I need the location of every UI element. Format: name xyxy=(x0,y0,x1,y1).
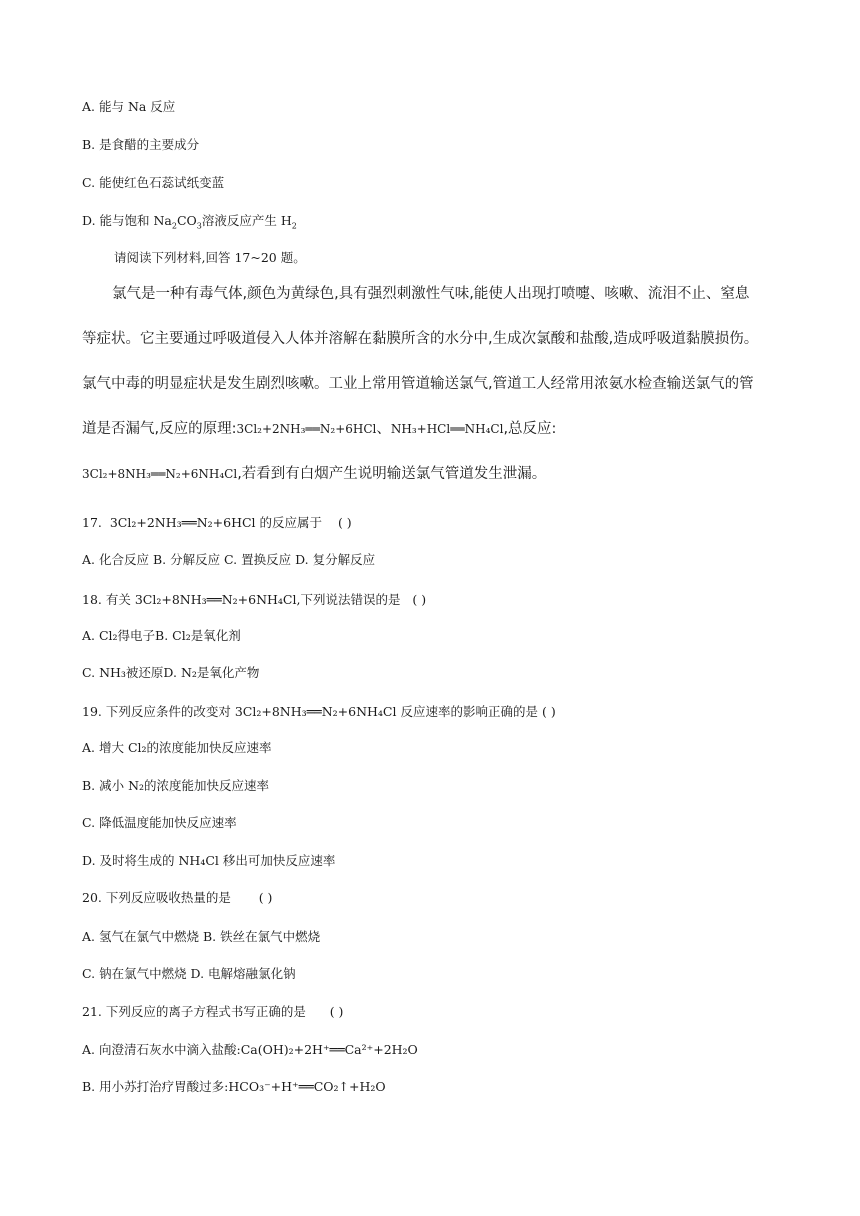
passage-line-1: 氯气是一种有毒气体,颜色为黄绿色,具有强烈刺激性气味,能使人出现打喷嚏、咳嗽、流泪不止、窒息 xyxy=(112,286,750,302)
q17-equation: 3Cl₂+2NH₃══N₂+6HCl xyxy=(109,515,256,530)
q16-d-text: D. 能与饱和 Na xyxy=(82,213,172,228)
q17-answer-paren: ( ) xyxy=(337,515,352,530)
q19-text: 反应速率的影响正确的是 xyxy=(400,704,538,719)
q21-option-a xyxy=(82,1042,418,1058)
q19-option-c: C. 降低温度能加快反应速率 xyxy=(82,815,237,830)
q21-stem xyxy=(82,1004,343,1020)
q16-d-sub2: 3 xyxy=(196,221,202,231)
reading-intro: 请阅读下列材料,回答 17~20 题。 xyxy=(114,250,306,265)
q18-stem xyxy=(82,592,426,608)
q21-text: 21. 下列反应的离子方程式书写正确的是 xyxy=(82,1004,306,1019)
q21-answer-paren: ( ) xyxy=(329,1004,344,1019)
equation-total: 3Cl₂+8NH₃══N₂+6NH₄Cl xyxy=(82,467,238,481)
q19-option-d: D. 及时将生成的 NH₄Cl 移出可加快反应速率 xyxy=(82,853,336,868)
q19-lead: 19. 下列反应条件的改变对 xyxy=(82,704,231,719)
q17-stem xyxy=(82,515,352,531)
q21-option-b xyxy=(82,1079,386,1095)
q20-answer-paren: ( ) xyxy=(258,890,273,905)
passage-4-tail: ,总反应: xyxy=(503,421,557,437)
q18-equation: 3Cl₂+8NH₃══N₂+6NH₄Cl xyxy=(134,592,297,607)
q20-text: 20. 下列反应吸收热量的是 xyxy=(82,890,231,905)
q18-text: ,下列说法错误的是 xyxy=(296,592,401,607)
q18-options-row-1: A. Cl₂得电子B. Cl₂是氧化剂 xyxy=(82,628,241,643)
q21-a-lead: A. 向澄清石灰水中滴入盐酸: xyxy=(82,1042,241,1057)
q17-text: 的反应属于 xyxy=(259,515,323,530)
passage-5-tail: ,若看到有白烟产生说明输送氯气管道发生泄漏。 xyxy=(237,466,547,482)
q21-b-equation: HCO₃⁻+H⁺══CO₂↑+H₂O xyxy=(228,1079,386,1094)
q21-b-lead: B. 用小苏打治疗胃酸过多: xyxy=(82,1079,229,1094)
q18-answer-paren: ( ) xyxy=(412,592,427,607)
q16-d-sub1: 2 xyxy=(171,221,177,231)
q16-d-mid: CO xyxy=(176,213,197,228)
passage-4-sep: 、 xyxy=(376,421,391,437)
q16-d-tail: 溶液反应产生 H xyxy=(201,213,292,228)
q19-stem xyxy=(82,704,556,720)
q18-lead: 18. 有关 xyxy=(82,592,131,607)
passage-4-lead: 道是否漏气,反应的原理: xyxy=(82,421,237,437)
q19-answer-paren: ( ) xyxy=(541,704,556,719)
q16-option-c: C. 能使红色石蕊试纸变蓝 xyxy=(82,175,225,190)
q17-num: 17. xyxy=(82,515,102,530)
q16-d-sub3: 2 xyxy=(291,221,297,231)
q20-stem xyxy=(82,890,272,906)
q21-a-equation: Ca(OH)₂+2H⁺══Ca²⁺+2H₂O xyxy=(240,1042,418,1057)
q20-options-row-1: A. 氢气在氯气中燃烧 B. 铁丝在氯气中燃烧 xyxy=(82,929,321,944)
q16-option-a: A. 能与 Na 反应 xyxy=(82,99,176,114)
q19-option-b: B. 减小 N₂的浓度能加快反应速率 xyxy=(82,778,270,793)
q19-equation: 3Cl₂+8NH₃══N₂+6NH₄Cl xyxy=(234,704,397,719)
q17-options: A. 化合反应 B. 分解反应 C. 置换反应 D. 复分解反应 xyxy=(82,552,376,567)
passage-line-3: 氯气中毒的明显症状是发生剧烈咳嗽。工业上常用管道输送氯气,管道工人经常用浓氨水检查输送氯气的管 xyxy=(82,376,754,392)
q20-options-row-2: C. 钠在氯气中燃烧 D. 电解熔融氯化钠 xyxy=(82,966,296,981)
q16-option-d xyxy=(82,213,297,229)
q18-options-row-2: C. NH₃被还原D. N₂是氧化产物 xyxy=(82,665,260,680)
passage-line-2: 等症状。它主要通过呼吸道侵入人体并溶解在黏膜所含的水分中,生成次氯酸和盐酸,造成呼吸道黏膜损伤。 xyxy=(82,331,759,347)
equation-1: 3Cl₂+2NH₃══N₂+6HCl xyxy=(236,422,377,436)
passage-line-4 xyxy=(82,420,782,438)
equation-2: NH₃+HCl══NH₄Cl xyxy=(390,422,504,436)
passage-line-5 xyxy=(82,465,782,483)
q19-option-a: A. 增大 Cl₂的浓度能加快反应速率 xyxy=(82,740,272,755)
q16-option-b: B. 是食醋的主要成分 xyxy=(82,137,200,152)
